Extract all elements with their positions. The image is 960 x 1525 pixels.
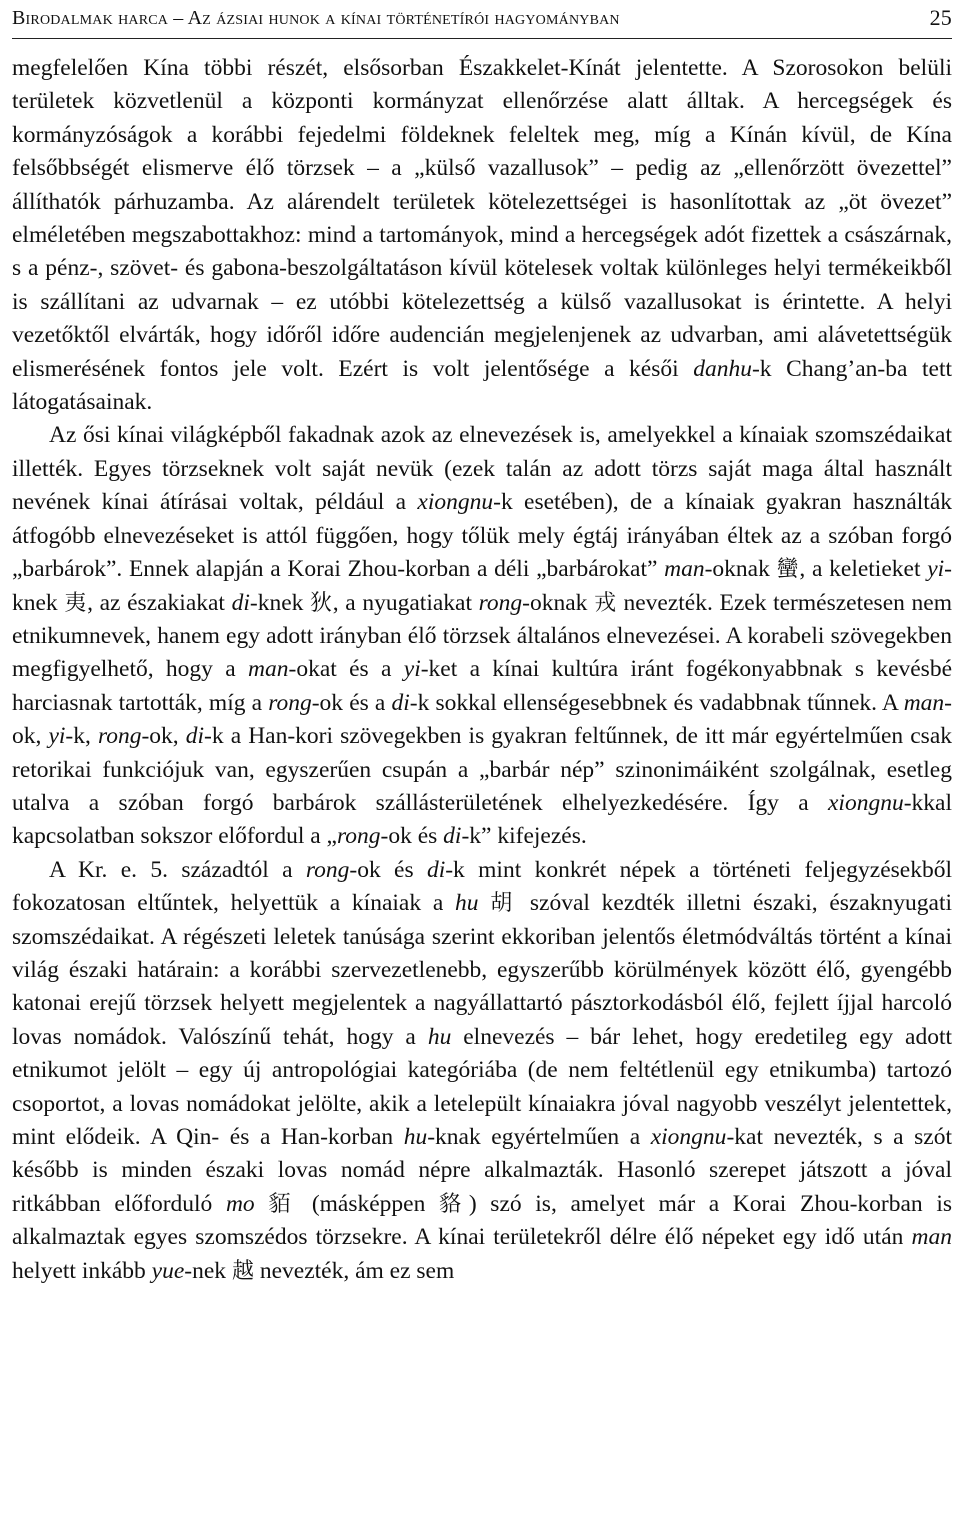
header-rule (12, 38, 952, 39)
text-run: (másképpen (298, 1190, 440, 1217)
italic-term: mo (225, 1190, 255, 1217)
italic-term: rong (305, 856, 350, 883)
text-run: -ok és a (311, 689, 392, 716)
text-run: -k mint konkrét népek a történeti feljegyzésekből fokozatosan eltűntek, helyettük a kínaiak a (12, 856, 952, 917)
italic-term: man (664, 556, 705, 583)
book-page (12, 0, 952, 1525)
text-run: -oknak (704, 556, 777, 583)
chinese-character: 戎 (594, 590, 617, 616)
italic-term: xiongnu (417, 489, 494, 516)
chinese-character: 貊 (268, 1191, 299, 1217)
text-run: -ok, (12, 689, 952, 750)
text-run: -knek (12, 556, 952, 616)
text-run (479, 890, 491, 916)
chinese-character: 蠻 (776, 557, 800, 583)
text-run: , a nyugatiakat (332, 589, 479, 616)
text-run: -ok és (349, 856, 427, 883)
text-run (255, 1191, 269, 1217)
italic-term: danhu (693, 355, 752, 382)
italic-term: rong (97, 723, 142, 750)
text-run: -okat és a (288, 656, 404, 683)
text-run: megfelelően Kína többi részét, elsősorban Északkelet-Kínát jelentette. A Szorosokon belüli területek közvetlenül a központi kormányzat ellenőrzése alatt álltak. A hercegségek és kormányzóságok a korábbi fejedelmi földeknek feleltek meg, míg a Kínán kívül, de Kína felsőbbségét elismerve élő törzsek – a „külső vazallusok” – pedig az „ellenőrzött övezettel” állíthatók párhuzamba. Az alárendelt területek kötelezettségei is hasonlítottak az „öt övezet” elméletében megszabottakhoz: mind a tartományok, mind a hercegségek adót fizettek a császárnak, s a pénz-, szövet- és gabona-beszolgáltatáson kívül kötelesek voltak különleges helyi termékeikből is szállítani az udvarnak – ez utóbbi kötelezettség a külső vazallusokat is érintette. A helyi vezetőktől elvárták, hogy időről időre audencián megjelenjenek az udvarban, ami alávetettségük elismerésének fontos jele volt. Ezért is volt jelentősége a késői (12, 55, 952, 382)
text-run: -kkal kapcsolatban sokszor előfordul a „ (12, 789, 952, 850)
text-run: -kat nevezték, s a szót később is minden északi lovas nomád népre alkalmazták. Hasonló szerepet játszott a jóval ritkábban előforduló (12, 1124, 952, 1217)
italic-term: hu (427, 1023, 452, 1050)
text-run: A Kr. e. 5. századtól a (49, 856, 306, 883)
italic-term: man (911, 1224, 952, 1251)
text-run: , a keletieket (799, 556, 928, 583)
text-run: -ket a kínai kultúra iránt fogékonyabbnak s kevésbé harciasnak tartották, míg a (12, 656, 952, 716)
paragraph-3 (12, 854, 952, 1288)
text-run: elnevezés – bár lehet, hogy eredetileg egy adott etnikumot jelölt – egy új antropológiai kategóriába (de nem feltétlenül egy etnikumba) tartozó csoportot, a lovas nomádokat jelölte, akik a letelepült kínaiakra jóval nagyobb veszélyt jelentettek, mint elődeik. A Qin- és a Han-korban (12, 1023, 952, 1150)
paragraph-2 (12, 419, 952, 853)
italic-term: di (426, 856, 446, 883)
text-run: -k, (65, 723, 98, 750)
text-run: Az ősi kínai világképből fakadnak azok az elnevezések is, amelyekkel a kínaiak szomszédaikat illették. Egyes törzseknek volt saját nevük (ezek talán az adott törzs saját maga által használt nevének kínai átírásai voltak, például a (12, 422, 952, 516)
italic-term: yue (151, 1257, 185, 1284)
text-run: -oknak (522, 589, 595, 616)
italic-term: xiongnu (827, 789, 904, 816)
text-run: helyett inkább (12, 1257, 152, 1284)
text-run: -nek (184, 1257, 232, 1284)
text-run: -k” kifejezés. (461, 823, 587, 850)
italic-term: rong (268, 689, 312, 716)
italic-term: man (248, 656, 289, 683)
text-run: nevezték. Ezek természetesen nem etnikumnevek, hanem egy adott irányban élő törzsek általános elnevezései. A korabeli szövegekben megfigyelhető, hogy a (12, 589, 952, 683)
italic-term: xiongnu (650, 1124, 727, 1150)
chinese-character: 貉 (439, 1191, 469, 1217)
italic-term: rong (478, 589, 523, 616)
text-run: -knak egyértelműen a (427, 1124, 651, 1150)
italic-term: di (391, 689, 410, 716)
italic-term: hu (403, 1124, 428, 1150)
italic-term: rong (336, 823, 381, 850)
italic-term: man (903, 689, 945, 716)
italic-term: hu (455, 890, 479, 917)
running-head-title: Birodalmak harca – Az ázsiai hunok a kínai történetírói hagyományban (12, 7, 620, 29)
italic-term: di (443, 823, 462, 850)
chinese-character: 越 (231, 1258, 254, 1284)
text-run: ) szó is, amelyet már a Korai Zhou-korban is alkalmaztak egyes szomszédos törzsekre. A kínai területekről délre élő népeket egy idő után (12, 1190, 952, 1251)
chinese-character: 胡 (490, 891, 519, 917)
text-run: nevezték, ám ez sem (253, 1257, 455, 1284)
chinese-character: 夷 (64, 590, 88, 616)
italic-term: yi (403, 656, 421, 683)
paragraph-1 (12, 52, 952, 419)
text-run: -ok és (380, 823, 444, 850)
page-number: 25 (929, 5, 952, 30)
italic-term: di (231, 589, 250, 616)
text-run: szóval kezdték illetni északi, északnyugati szomszédaikat. A régészeti leletek tanúsága szerint ekkoriban jelentős életmódváltás történt a kínai világ északi határain: a korábbi szervezetlenebb, egyszerűbb körülmények között élő, gyengébb katonai erejű törzsek helyett megjelentek a nagyállattartó pásztorkodásból élő, fejlett íjjal harcoló lovas nomádok. Valószínű tehát, hogy a (12, 890, 952, 1050)
chinese-character: 狄 (310, 590, 333, 616)
text-run: -k sokkal ellenségesebbnek és vadabbnak tűnnek. A (409, 689, 904, 716)
italic-term: yi (927, 556, 945, 583)
text-run: -knek (249, 589, 311, 616)
text-run: -k a Han-kori szövegekben is gyakran feltűnnek, de itt már egyértelműen csak retorikai funkciójuk van, egyszerűen csupán a „barbár nép” szinonimáiként szolgálnak, esetleg utalva a szóban forgó barbárok szállásterületének elhelyezkedésére. Így a (12, 723, 952, 816)
text-run: -ok, (141, 723, 186, 750)
text-run: -k Chang’an-ba tett látogatásainak. (12, 355, 952, 416)
running-head (12, 2, 952, 34)
text-run: , az északiakat (87, 589, 232, 616)
italic-term: yi (48, 723, 66, 750)
body-text (12, 52, 952, 1288)
italic-term: di (185, 723, 205, 750)
text-run: -k esetében), de a kínaiak gyakran használták átfogóbb elnevezéseket is attól függően, hogy tőlük mely égtáj irányában éltek az a szóban forgó „barbárok”. Ennek alapján a Korai Zhou-korban a déli „barbárokat” (12, 489, 952, 583)
